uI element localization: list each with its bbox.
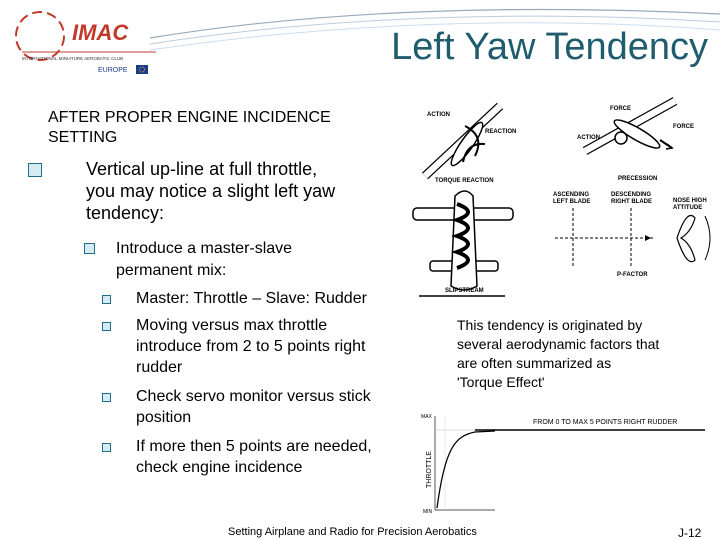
note-line: are often summarized as — [457, 355, 612, 371]
y-axis-label: THROTTLE — [426, 451, 433, 488]
diagram-label: TORQUE REACTION — [435, 178, 494, 184]
bullet-line: tendency: — [86, 203, 165, 223]
diagram-label: ASCENDING — [553, 192, 590, 198]
diagram-label: RIGHT BLADE — [611, 199, 652, 205]
sub-bullet-line: Moving versus max throttle — [136, 317, 328, 334]
diagram-label: NOSE HIGH — [673, 198, 707, 204]
y-max-label: MAX — [421, 414, 432, 420]
svg-text:IMAC: IMAC — [72, 20, 129, 45]
diagram-label: DESCENDING — [611, 192, 652, 198]
diagram-label: ACTION — [577, 135, 600, 141]
slipstream-airplane-icon — [413, 191, 513, 296]
diagram-label: FORCE — [610, 106, 631, 112]
diagram-label: ATTITUDE — [673, 205, 703, 211]
diagram-label: REACTION — [485, 129, 517, 135]
footer-text: Setting Airplane and Radio for Precision Aerobatics — [228, 526, 477, 538]
torque-factors-diagram — [405, 96, 720, 306]
note-line: several aerodynamic factors that — [457, 336, 660, 352]
sub-bullet-line: Master: Throttle – Slave: Rudder — [136, 290, 367, 307]
p-factor-propeller-icon — [555, 208, 710, 266]
diagram-label: P-FACTOR — [617, 272, 648, 278]
intro-line: AFTER PROPER ENGINE INCIDENCE — [48, 109, 331, 126]
throttle-curve — [437, 431, 495, 508]
checkbox-bullet-icon — [84, 243, 95, 254]
note-line: 'Torque Effect' — [457, 374, 545, 390]
note-line: This tendency is originated by — [457, 317, 643, 333]
svg-text:INTERNATIONAL MINIATURE AEROBA: INTERNATIONAL MINIATURE AEROBATIC CLUB — [22, 56, 124, 61]
sub-bullet-line: Check servo monitor versus stick — [136, 388, 371, 405]
slide-title: Left Yaw Tendency — [391, 26, 708, 68]
svg-text:EUROPE: EUROPE — [98, 67, 128, 74]
checkbox-bullet-icon — [102, 322, 111, 331]
checkbox-bullet-icon — [102, 295, 111, 304]
torque-effect-note — [457, 316, 697, 392]
bullet-line: you may notice a slight left yaw — [86, 181, 336, 201]
imac-logo — [8, 6, 158, 78]
sub-bullet-line: check engine incidence — [136, 459, 303, 476]
diagram-label: PRECESSION — [618, 176, 658, 182]
y-min-label: MIN — [423, 509, 433, 515]
diagram-label: SLIPSTREAM — [445, 288, 484, 294]
diagram-label: LEFT BLADE — [553, 199, 591, 205]
page-number: J-12 — [678, 526, 702, 540]
sub-bullet-line: introduce from 2 to 5 points right — [136, 338, 366, 355]
bullet-line: Vertical up-line at full throttle, — [86, 159, 318, 179]
checkbox-bullet-icon — [28, 163, 42, 177]
checkbox-bullet-icon — [102, 393, 111, 402]
diagram-label: ACTION — [427, 112, 450, 118]
sub-bullet-line: position — [136, 409, 192, 426]
bullet-line: Introduce a master-slave — [116, 240, 293, 257]
sub-bullet-line: rudder — [136, 359, 183, 376]
checkbox-bullet-icon — [102, 443, 111, 452]
sub-bullet-line: If more then 5 points are needed, — [136, 438, 372, 455]
throttle-rudder-curve — [405, 408, 705, 518]
intro-text — [48, 108, 331, 148]
bullet-line: permanent mix: — [116, 262, 227, 279]
chart-annotation: FROM 0 TO MAX 5 POINTS RIGHT RUDDER — [533, 419, 678, 426]
intro-line: SETTING — [48, 129, 118, 146]
diagram-label: FORCE — [673, 124, 694, 130]
